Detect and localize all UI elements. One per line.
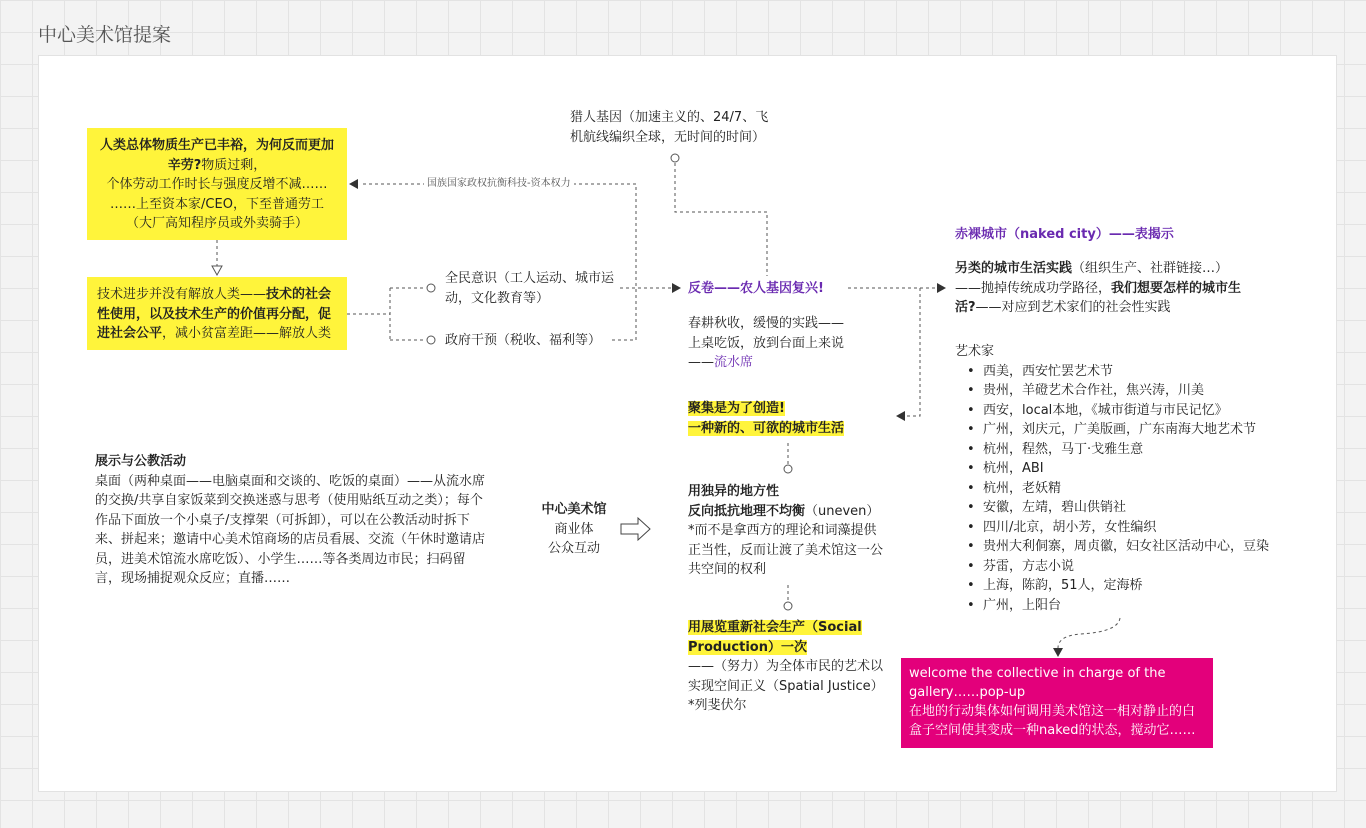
list-item: • 芬雷，方志小说: [955, 557, 1295, 577]
events: [95, 452, 490, 589]
list-item: • 西安，local本地，《城市街道与市民记忆》: [955, 401, 1295, 421]
gather-create: [688, 399, 844, 438]
box1-rest: 物质过剩，: [201, 157, 267, 173]
artists-title: 艺术家: [955, 344, 995, 359]
list-item: • 四川/北京，胡小芳，女性编织: [955, 518, 1295, 538]
artists-section: [955, 342, 1295, 615]
naked-bold2: 我们想要怎样的城市生活?: [955, 280, 1242, 315]
list-item: • 广州，刘庆元，广美版画，广东南海大地艺术节: [955, 420, 1295, 440]
farming-link: 流水席: [714, 355, 754, 370]
naked-mid: （组织生产、社群链接…）——抛掉传统成功学路径，: [955, 261, 1229, 296]
box1-line3: ……上至资本家/CEO，下至普通劳工: [110, 196, 324, 212]
farming-body: 春耕秋收，缓慢的实践——上桌吃饭，放到台面上来说——: [688, 316, 845, 370]
list-item: • 上海，陈韵，51人，定海桥: [955, 576, 1295, 596]
naked-tail: ——对应到艺术家们的社会性实践: [975, 300, 1171, 315]
box-tech-liberation[interactable]: [87, 277, 347, 350]
gather-line1: 聚集是为了创造!: [688, 401, 785, 416]
anti-involution: 反卷——农人基因复兴!: [688, 281, 824, 296]
list-item: • 贵州大利侗寨，周贞徽，妇女社区活动中心，豆染: [955, 537, 1295, 557]
list-item: • 安徽，左靖，碧山供销社: [955, 498, 1295, 518]
social-production: [688, 618, 888, 716]
social-head: 用展览重新社会生产（Social Production）一次: [688, 620, 862, 655]
branch-government: 政府干预（税收、福利等）: [445, 333, 602, 348]
naked-bold1: 另类的城市生活实践: [955, 261, 1073, 276]
box-material-surplus[interactable]: [87, 128, 347, 240]
box1-line4: （大厂高知程序员或外卖骑手）: [125, 216, 308, 231]
box1-line2: 个体劳动工作时长与强度反增不减……: [106, 177, 328, 192]
naked-city-practice: [955, 259, 1245, 318]
list-item: • 广州，上阳台: [955, 596, 1295, 616]
list-item: • 杭州，ABI: [955, 459, 1295, 479]
pink-line2: 在地的行动集体如何调用美术馆这一相对静止的白盒子空间使其变成一种naked的状态，搅动它……: [909, 704, 1196, 738]
locality-h2: 反向抵抗地理不均衡: [688, 503, 806, 519]
hunter-gene: 猎人基因（加速主义的、24/7、飞机航线编织全球，无时间的时间）: [570, 110, 769, 145]
box2-p1: 技术进步并没有解放人类——: [97, 287, 267, 302]
list-item: • 贵州，羊磴艺术合作社，焦兴涛，川美: [955, 381, 1295, 401]
page-title: 中心美术馆提案: [38, 24, 172, 46]
center-l3: 公众互动: [547, 541, 600, 556]
list-item: • 杭州，老妖精: [955, 479, 1295, 499]
events-title: 展示与公教活动: [95, 454, 187, 469]
locality-h2-tail: （uneven）: [805, 503, 880, 519]
artists-list: [955, 362, 1295, 616]
center-art-museum: [530, 500, 618, 559]
branch-public-awareness: 全民意识（工人运动、城市运动，文化教育等）: [445, 271, 615, 306]
naked-city-title: 赤裸城市（naked city）——表揭示: [955, 227, 1174, 242]
locality: [688, 482, 888, 580]
center-l2: 商业体: [554, 521, 594, 537]
box1-lead: 人类总体物质生产已丰裕，为何反而更加辛劳?: [99, 138, 334, 173]
list-item: • 杭州，程然，马丁·戈雅生意: [955, 440, 1295, 460]
list-item: • 西美，西安忙罢艺术节: [955, 362, 1295, 382]
events-body: 桌面（两种桌面——电脑桌面和交谈的、吃饭的桌面）——从流水席的交换/共享自家饭菜到交换迷惑与思考（使用贴纸互动之类）；每个作品下面放一个小桌子/支撑架（可拆卸），可以在公教活动时拆下来、拼起来；邀请中心美术馆商场的店员看展、交流（午休时邀请店员，进美术馆流水席吃饭）、小学生……等各类周边市民；扫码留言，现场捕捉观众反应；直播……: [95, 473, 486, 586]
locality-h1: 用独异的地方性: [688, 484, 780, 499]
farming-text: [688, 314, 853, 373]
pink-line1: welcome the collective in charge of the gallery……pop-up: [909, 666, 1166, 700]
social-body: ——（努力）为全体市民的艺术以实现空间正义（Spatial Justice）*列斐伏尔: [688, 659, 884, 713]
arrow-label: 国族国家政权抗衡科技-资本权力: [424, 177, 574, 191]
locality-body: *而不是拿西方的理论和词藻提供正当性，反而让渡了美术馆这一公共空间的权利: [688, 523, 884, 577]
collective-popup-box[interactable]: [901, 658, 1213, 748]
gather-line2: 一种新的、可欲的城市生活: [688, 420, 845, 436]
center-title: 中心美术馆: [541, 502, 607, 517]
box2-p2: 技术的社会性使用，以及技术生产的价值再分配，促进社会公平: [97, 287, 332, 341]
box2-p3: ，减小贫富差距——解放人类: [162, 326, 332, 341]
